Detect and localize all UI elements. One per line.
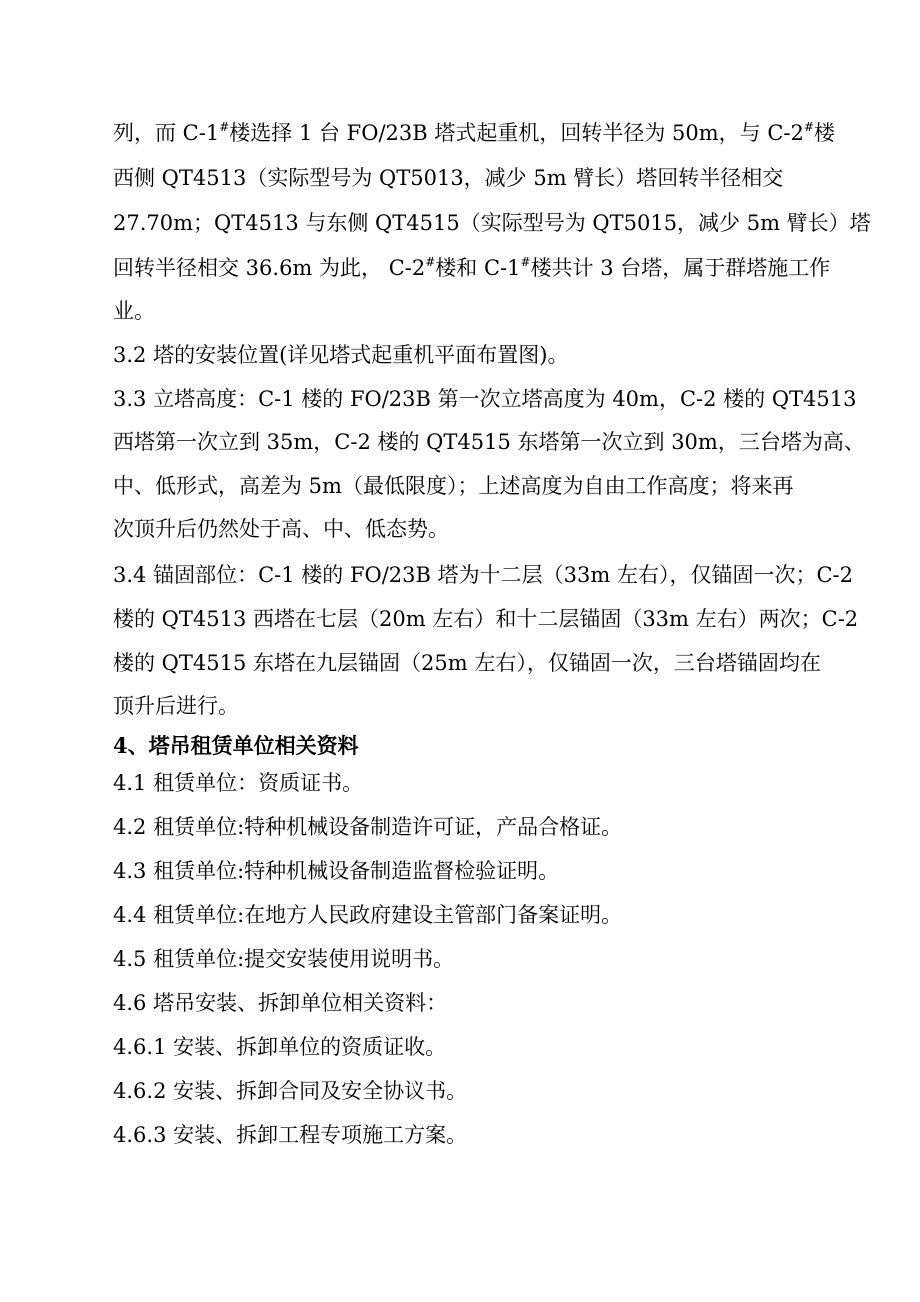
list-item bbox=[113, 901, 622, 929]
text-run: 4.2 租赁单位:特种机械设备制造许可证，产品合格证。 bbox=[113, 815, 623, 839]
text-run: 西侧 QT4513（实际型号为 QT5013，减少 5m 臂长）塔回转半径相交 bbox=[113, 166, 784, 190]
text-run: 楼的 QT4515 东塔在九层锚固（25m 左右），仅锚固一次，三台塔锚固均在 bbox=[113, 651, 821, 675]
paragraph-line bbox=[113, 692, 239, 720]
text-run: 楼 bbox=[813, 121, 835, 145]
superscript-hash: # bbox=[803, 120, 814, 134]
paragraph-line bbox=[113, 472, 793, 500]
paragraph-line bbox=[113, 605, 858, 633]
text-run: 4.6 塔吊安装、拆卸单位相关资料： bbox=[113, 991, 448, 1015]
list-item bbox=[113, 813, 622, 841]
list-item bbox=[113, 857, 559, 885]
text-run: 3.3 立塔高度：C-1 楼的 FO/23B 第一次立塔高度为 40m，C-2 楼的 QT4513 bbox=[113, 387, 857, 411]
paragraph-line bbox=[113, 561, 853, 589]
list-item bbox=[113, 989, 447, 1017]
text-run: 4.6.1 安装、拆卸单位的资质证收。 bbox=[113, 1035, 447, 1059]
text-run: 业。 bbox=[113, 299, 155, 323]
paragraph-line bbox=[113, 164, 783, 192]
text-run: 楼和 C-1 bbox=[435, 256, 521, 280]
paragraph-line bbox=[113, 649, 821, 677]
text-run: 4.6.3 安装、拆卸工程专项施工方案。 bbox=[113, 1123, 468, 1147]
text-run: 4.3 租赁单位:特种机械设备制造监督检验证明。 bbox=[113, 859, 560, 883]
paragraph-line bbox=[113, 254, 830, 282]
section-heading-4 bbox=[113, 732, 359, 760]
text-run: 4.5 租赁单位:提交安装使用说明书。 bbox=[113, 947, 455, 971]
text-run: 3.2 塔的安装位置(详见塔式起重机平面布置图)。 bbox=[113, 343, 569, 367]
list-item bbox=[113, 945, 454, 973]
section-heading-3-2 bbox=[113, 341, 568, 369]
text-run: 4.6.2 安装、拆卸合同及安全协议书。 bbox=[113, 1079, 468, 1103]
text-run: 楼共计 3 台塔，属于群塔施工作 bbox=[530, 256, 831, 280]
text-run: 3.4 锚固部位：C-1 楼的 FO/23B 塔为十二层（33m 左右），仅锚固一次；C-2 bbox=[113, 563, 853, 587]
paragraph-line bbox=[113, 209, 871, 237]
superscript-hash: # bbox=[219, 120, 230, 134]
text-run: 次顶升后仍然处于高、中、低态势。 bbox=[113, 517, 449, 541]
paragraph-line bbox=[113, 119, 835, 147]
paragraph-line bbox=[113, 385, 857, 413]
list-item bbox=[113, 1121, 467, 1149]
list-item bbox=[113, 769, 363, 797]
text-run: 4、塔吊租赁单位相关资料 bbox=[113, 733, 359, 758]
text-run: 4.4 租赁单位:在地方人民政府建设主管部门备案证明。 bbox=[113, 903, 623, 927]
text-run: 顶升后进行。 bbox=[113, 694, 239, 718]
paragraph-line bbox=[113, 515, 449, 543]
text-run: 中、低形式，高差为 5m（最低限度）；上述高度为自由工作高度；将来再 bbox=[113, 474, 794, 498]
text-run: 西塔第一次立到 35m，C-2 楼的 QT4515 东塔第一次立到 30m，三台塔为高、 bbox=[113, 430, 865, 454]
list-item bbox=[113, 1077, 467, 1105]
paragraph-line bbox=[113, 428, 865, 456]
superscript-hash: # bbox=[520, 255, 531, 269]
superscript-hash: # bbox=[425, 255, 436, 269]
text-run: 列，而 C-1 bbox=[113, 121, 220, 145]
text-run: 回转半径相交 36.6m 为此， C-2 bbox=[113, 256, 426, 280]
text-run: 楼选择 1 台 FO/23B 塔式起重机，回转半径为 50m，与 C-2 bbox=[229, 121, 804, 145]
list-item bbox=[113, 1033, 446, 1061]
paragraph-line bbox=[113, 297, 155, 325]
text-run: 楼的 QT4513 西塔在七层（20m 左右）和十二层锚固（33m 左右）两次；C-2 bbox=[113, 607, 859, 631]
text-run: 4.1 租赁单位：资质证书。 bbox=[113, 771, 364, 795]
text-run: 27.70m；QT4513 与东侧 QT4515（实际型号为 QT5015，减少 5m 臂长）塔 bbox=[113, 211, 871, 235]
